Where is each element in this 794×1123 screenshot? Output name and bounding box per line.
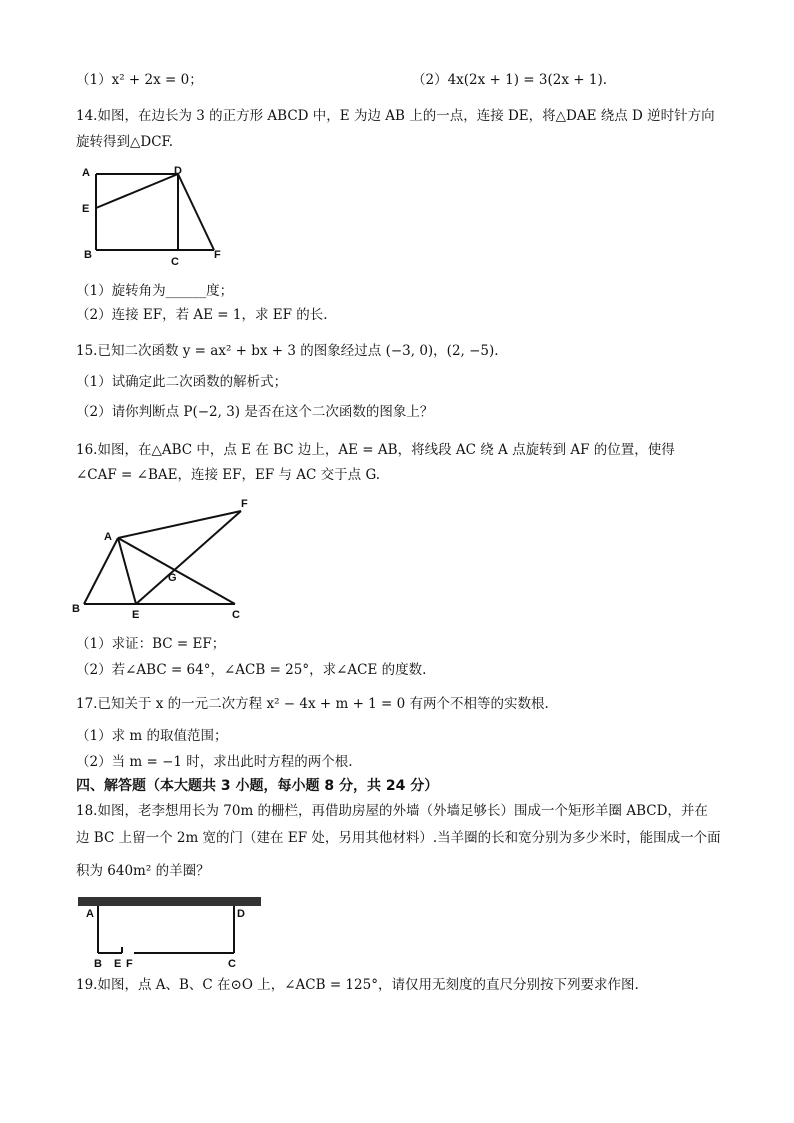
label-d: D bbox=[174, 165, 182, 177]
label-e: E bbox=[82, 203, 90, 215]
q14-stem-line2: 旋转得到△DCF. bbox=[76, 134, 174, 150]
q18-line2: 边 BC 上留一个 2m 宽的门（建在 EF 处，另用其他材料）.当羊圈的长和宽分别为多少米时，能围成一个面 bbox=[76, 830, 721, 846]
q18-figure-sheep-pen bbox=[78, 893, 266, 971]
label-a: A bbox=[86, 908, 94, 920]
q16-stem-line1: 16.如图，在△ABC 中，点 E 在 BC 边上，AE = AB，将线段 AC 绕 A 点旋转到 AF 的位置，使得 bbox=[76, 442, 675, 458]
label-a: A bbox=[82, 167, 90, 179]
label-b: B bbox=[72, 603, 80, 615]
segment-df bbox=[178, 174, 214, 250]
segment-af bbox=[118, 511, 241, 538]
q16-stem-line2: ∠CAF = ∠BAE，连接 EF，EF 与 AC 交于点 G. bbox=[76, 467, 381, 483]
segment-ab bbox=[84, 538, 118, 604]
label-c: C bbox=[228, 958, 236, 970]
label-c: C bbox=[232, 609, 240, 621]
label-b: B bbox=[84, 249, 92, 261]
q15-part2: （2）请你判断点 P(−2, 3) 是否在这个二次函数的图象上？ bbox=[76, 404, 434, 420]
q13-part1: （1）x² + 2x = 0； bbox=[76, 72, 203, 88]
label-f: F bbox=[241, 498, 248, 510]
segment-ed bbox=[96, 174, 178, 208]
label-c: C bbox=[171, 256, 179, 268]
q14-figure-square-rotation bbox=[78, 162, 228, 272]
label-d: D bbox=[237, 908, 245, 920]
q16-figure-triangle-rotation bbox=[70, 494, 255, 622]
q14-part2: （2）连接 EF，若 AE = 1，求 EF 的长. bbox=[76, 307, 328, 323]
segment-ac bbox=[118, 538, 235, 604]
q17-part2: （2）当 m = −1 时，求出此时方程的两个根. bbox=[76, 754, 353, 770]
q17-stem: 17.已知关于 x 的一元二次方程 x² − 4x + m + 1 = 0 有两个不相等的实数根. bbox=[76, 696, 549, 712]
label-f: F bbox=[214, 249, 221, 261]
q14-part1: （1）旋转角为______度； bbox=[76, 283, 234, 299]
segment-ae bbox=[118, 538, 136, 604]
label-e: E bbox=[114, 958, 122, 970]
label-b: B bbox=[94, 958, 102, 970]
q18-line1: 18.如图，老李想用长为 70m 的栅栏，再借助房屋的外墙（外墙足够长）围成一个矩形羊圈 ABCD，并在 bbox=[76, 803, 708, 819]
label-f: F bbox=[126, 958, 133, 970]
q15-stem: 15.已知二次函数 y = ax² + bx + 3 的图象经过点 (−3, 0)，(2, −5). bbox=[76, 343, 499, 359]
q17-part1: （1）求 m 的取值范围； bbox=[76, 728, 228, 744]
q16-part2: （2）若∠ABC = 64°，∠ACB = 25°，求∠ACE 的度数. bbox=[76, 662, 427, 678]
q18-line3: 积为 640m² 的羊圈？ bbox=[76, 863, 210, 879]
q19-stem: 19.如图，点 A、B、C 在⊙O 上，∠ACB = 125°，请仅用无刻度的直尺分别按下列要求作图. bbox=[76, 977, 639, 993]
label-g: G bbox=[168, 572, 177, 584]
section-heading: 四、解答题（本大题共 3 小题，每小题 8 分，共 24 分） bbox=[76, 778, 439, 794]
label-e: E bbox=[132, 609, 140, 621]
q13-part2: （2）4x(2x + 1) = 3(2x + 1). bbox=[412, 72, 608, 88]
label-a: A bbox=[104, 531, 112, 543]
q16-part1: （1）求证：BC = EF； bbox=[76, 636, 226, 652]
q15-part1: （1）试确定此二次函数的解析式； bbox=[76, 374, 288, 390]
house-wall bbox=[78, 897, 261, 906]
q14-stem-line1: 14.如图，在边长为 3 的正方形 ABCD 中，E 为边 AB 上的一点，连接 DE，将△DAE 绕点 D 逆时针方向 bbox=[76, 108, 715, 124]
